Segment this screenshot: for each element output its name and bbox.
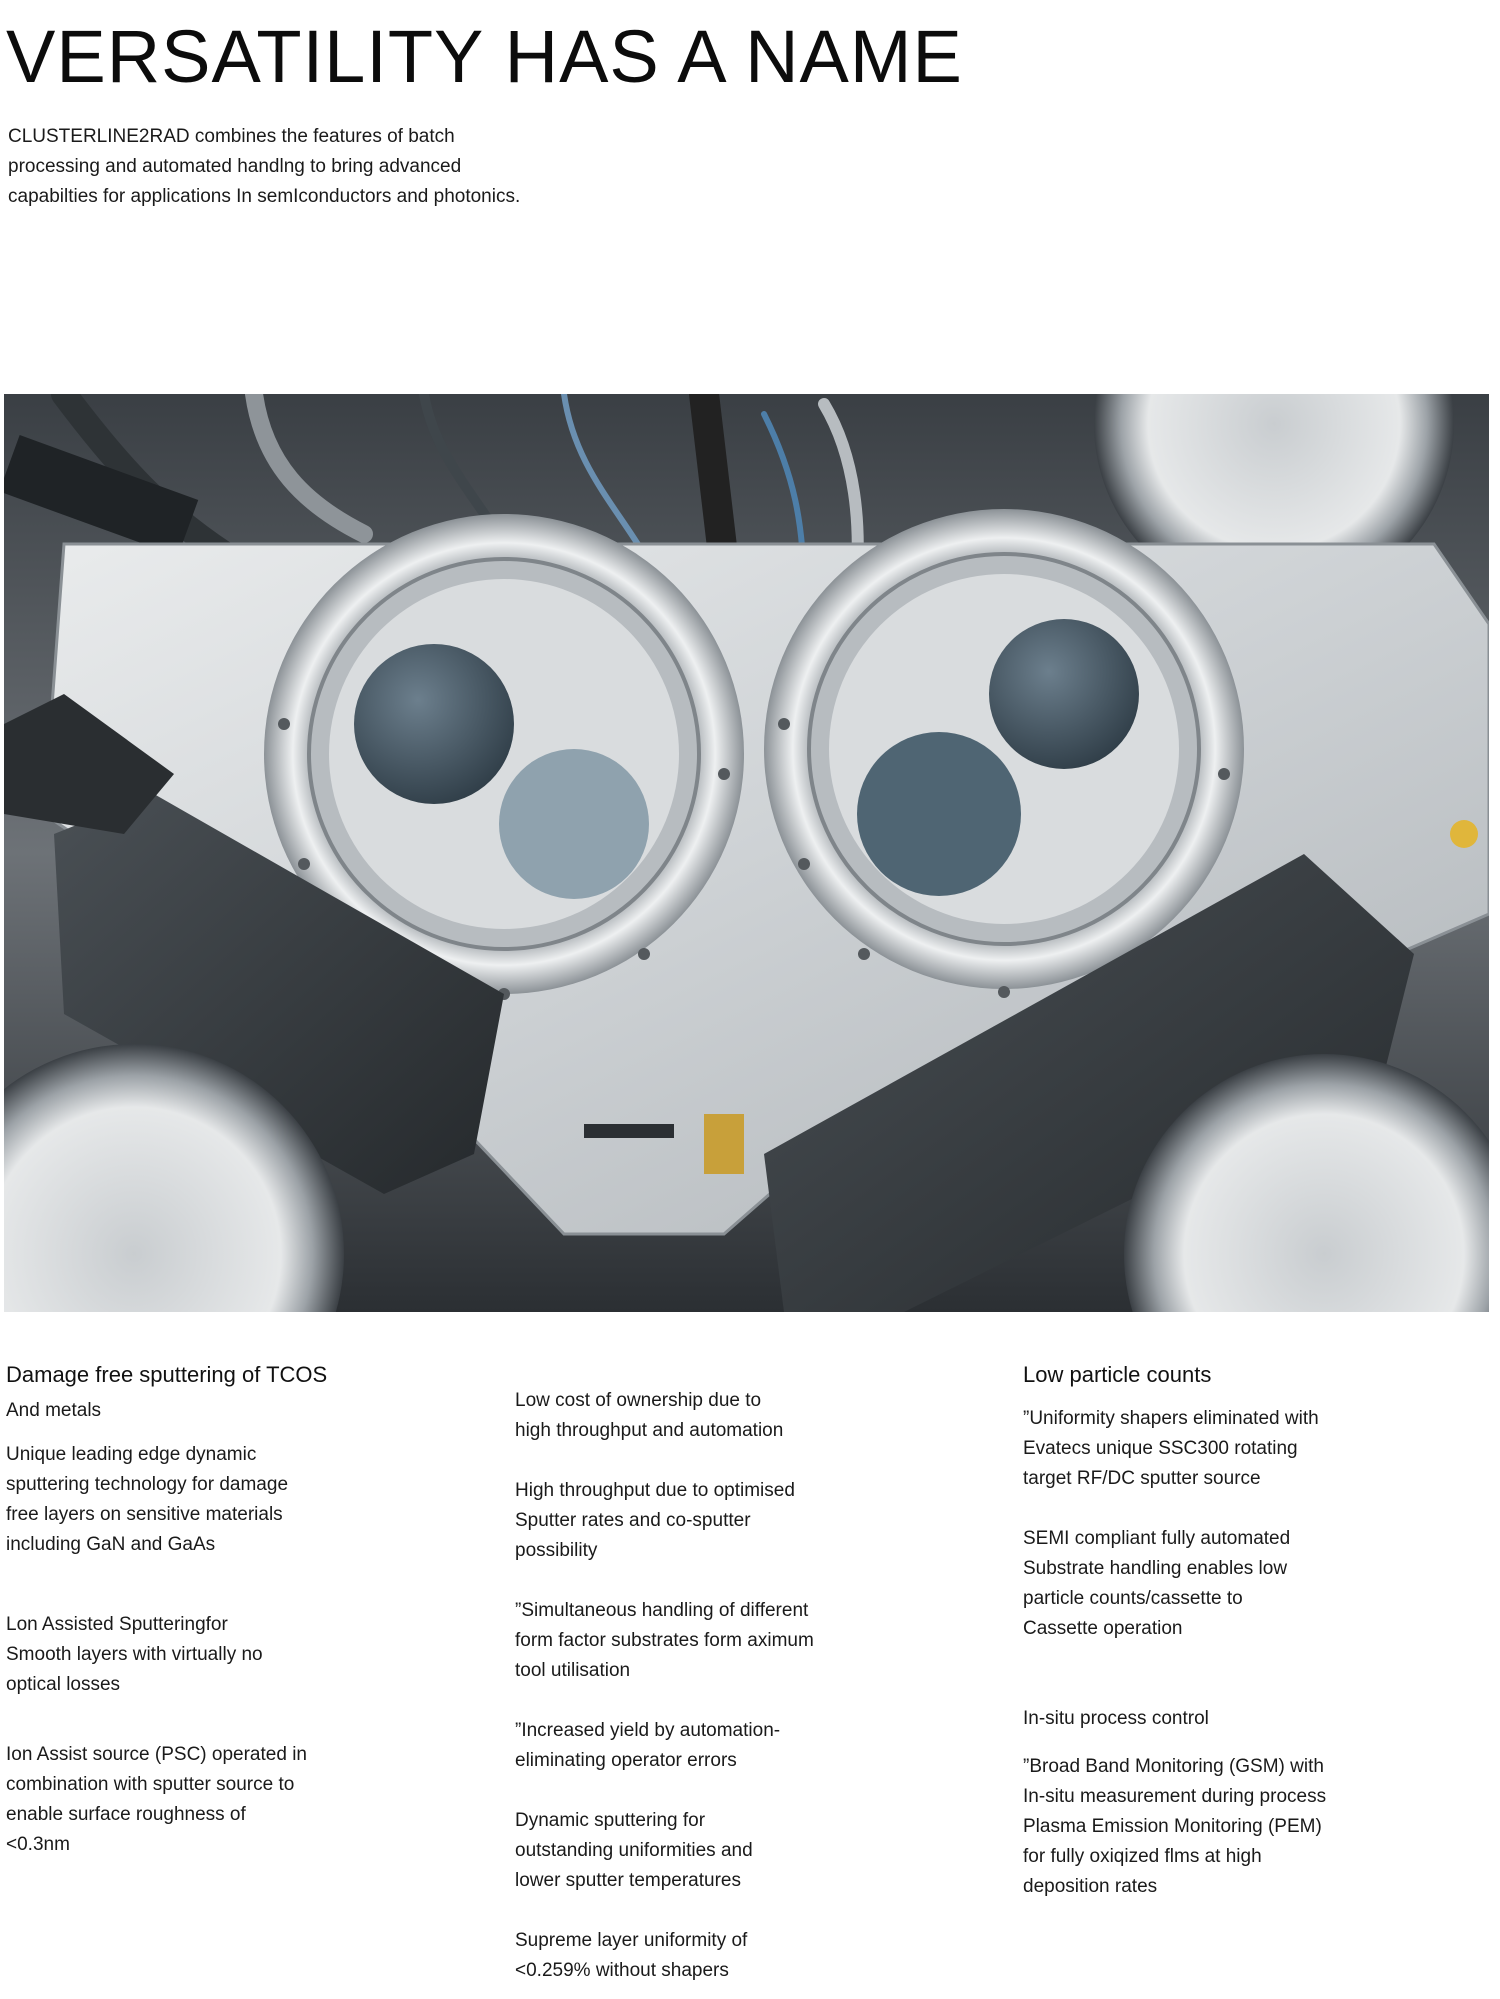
feature-column-2: [515, 1356, 985, 1986]
paragraph-line: <0.259% without shapers: [515, 1960, 729, 1981]
feature-paragraph: [515, 1386, 985, 1446]
feature-paragraph: [515, 1926, 985, 1986]
paragraph-line: Sputter rates and co-sputter: [515, 1510, 751, 1531]
paragraph-line: lower sputter temperatures: [515, 1870, 741, 1891]
paragraph-line: ”Increased yield by automation-: [515, 1720, 781, 1741]
feature-paragraph: [6, 1440, 476, 1560]
paragraph-line: enable surface roughness of: [6, 1804, 246, 1825]
feature-column-3: [1023, 1358, 1493, 1902]
intro-line: processing and automated handlng to bring advanced: [8, 156, 462, 177]
paragraph-line: combination with sputter source to: [6, 1774, 295, 1795]
equipment-photo: [4, 394, 1489, 1312]
paragraph-line: eliminating operator errors: [515, 1750, 737, 1771]
paragraph-line: high throughput and automation: [515, 1420, 784, 1441]
paragraph-line: ”Broad Band Monitoring (GSM) with: [1023, 1756, 1324, 1777]
feature-paragraph: [515, 1716, 985, 1776]
paragraph-line: ”Simultaneous handling of different: [515, 1600, 809, 1621]
paragraph-line: Ion Assist source (PSC) operated in: [6, 1744, 307, 1765]
paragraph-line: Smooth layers with virtually no: [6, 1644, 263, 1665]
feature-paragraph: [515, 1476, 985, 1566]
feature-paragraph: [6, 1610, 476, 1700]
paragraph-line: <0.3nm: [6, 1834, 70, 1855]
paragraph-line: ”Uniformity shapers eliminated with: [1023, 1408, 1319, 1429]
paragraph-line: for fully oxiqized flms at high: [1023, 1846, 1262, 1867]
feature-paragraph: [6, 1740, 476, 1860]
column-heading: Low particle counts: [1023, 1362, 1212, 1387]
paragraph-line: form factor substrates form aximum: [515, 1630, 814, 1651]
paragraph-line: Cassette operation: [1023, 1618, 1183, 1639]
column-subheading: And metals: [6, 1400, 102, 1421]
paragraph-line: target RF/DC sputter source: [1023, 1468, 1261, 1489]
paragraph-line: Low cost of ownership due to: [515, 1390, 762, 1411]
paragraph-line: outstanding uniformities and: [515, 1840, 753, 1861]
intro-text: [8, 122, 628, 212]
page-title: VERSATILITY HAS A NAME: [6, 15, 963, 98]
paragraph-line: SEMI compliant fully automated: [1023, 1528, 1291, 1549]
paragraph-line: Unique leading edge dynamic: [6, 1444, 257, 1465]
feature-column-1: [6, 1358, 476, 1860]
paragraph-line: optical losses: [6, 1674, 121, 1695]
paragraph-line: Lon Assisted Sputteringfor: [6, 1614, 228, 1635]
feature-paragraph: [515, 1806, 985, 1896]
paragraph-line: tool utilisation: [515, 1660, 631, 1681]
intro-line: capabilties for applications In semIconductors and photonics.: [8, 186, 521, 207]
feature-paragraph: [1023, 1524, 1493, 1644]
paragraph-line: In-situ measurement during process: [1023, 1786, 1327, 1807]
paragraph-line: Dynamic sputtering for: [515, 1810, 706, 1831]
paragraph-line: High throughput due to optimised: [515, 1480, 795, 1501]
feature-paragraph: [1023, 1404, 1493, 1494]
paragraph-line: Substrate handling enables low: [1023, 1558, 1288, 1579]
paragraph-line: Supreme layer uniformity of: [515, 1930, 748, 1951]
paragraph-line: including GaN and GaAs: [6, 1534, 216, 1555]
paragraph-line: deposition rates: [1023, 1876, 1158, 1897]
paragraph-line: In-situ process control: [1023, 1708, 1209, 1729]
paragraph-line: particle counts/cassette to: [1023, 1588, 1243, 1609]
paragraph-line: possibility: [515, 1540, 598, 1561]
intro-line: CLUSTERLINE2RAD combines the features of batch: [8, 126, 455, 147]
column-heading: Damage free sputtering of TCOS: [6, 1362, 328, 1387]
paragraph-line: sputtering technology for damage: [6, 1474, 289, 1495]
paragraph-line: Evatecs unique SSC300 rotating: [1023, 1438, 1298, 1459]
feature-paragraph: [1023, 1752, 1493, 1902]
paragraph-line: free layers on sensitive materials: [6, 1504, 283, 1525]
feature-paragraph: [1023, 1704, 1493, 1734]
feature-paragraph: [515, 1596, 985, 1686]
paragraph-line: Plasma Emission Monitoring (PEM): [1023, 1816, 1322, 1837]
